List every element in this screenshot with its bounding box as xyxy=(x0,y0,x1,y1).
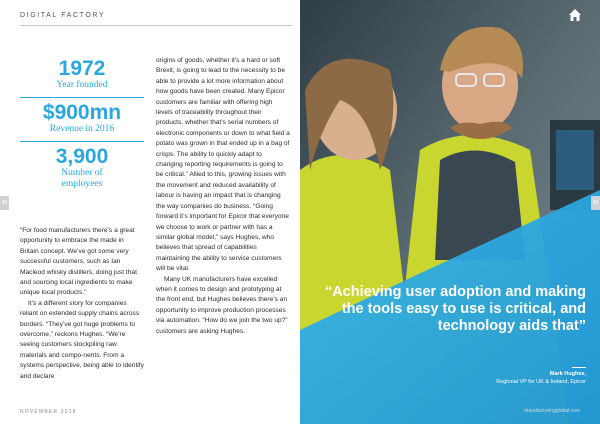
factory-workers-photo xyxy=(300,0,600,424)
quote-author-role: Regional VP for UK & Ireland, Epicor xyxy=(496,379,586,385)
website-link[interactable]: manufacturingglobal.com xyxy=(524,408,580,414)
article-column-2 xyxy=(156,56,290,337)
pull-quote: “Achieving user adoption and making the tools easy to use is critical, and technology aids that” xyxy=(324,284,586,334)
stat-divider xyxy=(20,97,144,98)
monitor-display xyxy=(556,130,594,190)
stat-employees-label-line1: Number of xyxy=(61,168,103,178)
issue-date: NOVEMBER 2018 xyxy=(20,409,77,415)
quote-author-name: Mark Hughes, xyxy=(549,371,586,377)
paragraph: origins of goods, whether it’s a hard or soft Brexit, is going to lead to the necessity to be able to provide a lot more information about how goods have been created. Many Epicor customers are familiar with offering high levels of traceability throughout their products, whether that’s serial numbers of electronic components or down to what field a potato was grown in that ended up in a bag of crisps. The ability to quickly adapt to changing reporting requirements is going to be critical.” Allied to this, growing issues with the movement and reduced availability of labour is having an impact that is changing the way companies do business. “Going forward it’s important for Epicor that everyone we choose to work or partner with has a similar global model,” says Hughes, who believes that spread of capabilities maintaining the ability to service customers will be vital. xyxy=(156,57,290,273)
header-divider xyxy=(20,25,292,26)
home-icon[interactable] xyxy=(568,8,582,22)
paragraph: It’s a different story for companies reliant on extended supply chains across borders. “They’ve got huge problems to overcome,” reckons Hughes. “We’re seeing customers stockpiling raw materials and compo-nents. From a systems perspective, being able to identify and declare xyxy=(20,299,144,380)
stat-employees-value: 3,900 xyxy=(55,145,109,168)
page-number-right: 49 xyxy=(591,196,600,210)
stat-revenue-label: Revenue in 2016 xyxy=(49,124,115,134)
paragraph: “For food manufacturers there’s a great opportunity to embrace the made in Britain concept. We’ve got some very successful customers, such as Ian Macleod whisky distillers, doing just that and sourcing local ingredients to make unique local products.” xyxy=(20,227,137,297)
section-label: DIGITAL FACTORY xyxy=(20,12,106,19)
paragraph: Many UK manufacturers have excelled when it comes to design and prototyping at the front end, but Hughes believes there’s an opportunity to improve production processes via automation. “How do we join the two up?” customers are asking Hughes. xyxy=(156,275,288,335)
stat-founded-label: Year founded xyxy=(56,80,108,90)
stat-employees-label-line2: employees xyxy=(61,179,103,189)
right-page xyxy=(300,0,600,424)
article-column-1 xyxy=(20,226,144,382)
page-number-left: 48 xyxy=(0,196,9,210)
stat-founded-value: 1972 xyxy=(58,57,106,80)
attribution-divider xyxy=(572,367,586,368)
key-stats xyxy=(20,58,144,190)
stat-revenue-value: $900mn xyxy=(42,101,122,124)
stat-divider xyxy=(20,141,144,142)
